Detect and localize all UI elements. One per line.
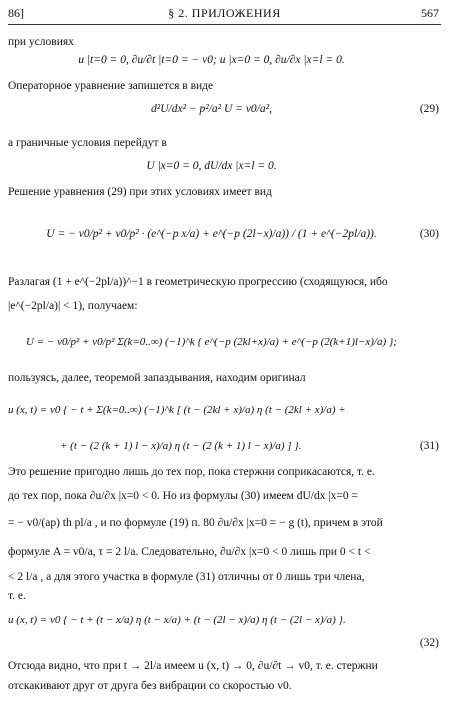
equation-number-32: (32): [419, 637, 439, 649]
text-line: < 2 l/a , а для этого участка в формуле (31) отличны от 0 лишь три члена,: [8, 571, 365, 583]
formula-series: U = − v0/p² + v0/p² Σ(k=0..∞) (−1)^k { e^(−p (2kl+x)/a) + e^(−p (2(k+1)l−x)/a) };: [26, 336, 397, 348]
equation-number-31: (31): [419, 440, 439, 452]
formula-boundary: U |x=0 = 0, dU/dx |x=l = 0.: [146, 160, 277, 172]
text-line: Операторное уравнение запишется в виде: [8, 80, 214, 92]
text-line: |e^(−2pl/a)| < 1), получаем:: [8, 300, 138, 312]
text-line: Решение уравнения (29) при этих условиях имеет вид: [8, 186, 272, 198]
header-page-ref: 86]: [8, 6, 24, 20]
text-line: Разлагая (1 + e^(−2pl/a))^−1 в геометрическую прогрессию (сходящуюся, ибо: [8, 276, 388, 288]
formula-initial-conditions: u |t=0 = 0, ∂u/∂t |t=0 = − v0; u |x=0 = 0, ∂u/∂x |x=l = 0.: [78, 54, 345, 66]
text-line: Это решение пригодно лишь до тех пор, пока стержни соприкасаются, т. е.: [8, 466, 375, 478]
equation-number-30: (30): [419, 228, 439, 240]
text-line: отскакивают друг от друга без вибрации со скоростью v0.: [8, 680, 292, 692]
text-line: = − v0/(ap) th pl/a , и по формуле (19) п. 80 ∂u/∂x |x=0 = − g (t), причем в этой: [8, 517, 383, 529]
running-head: § 2. ПРИЛОЖЕНИЯ: [168, 6, 281, 20]
formula-29: d²U/dx² − p²/a² U = v0/a²,: [151, 103, 272, 115]
text-line: при условиях: [8, 36, 74, 48]
text-line: Отсюда видно, что при t → 2l/a имеем u (x, t) → 0, ∂u/∂t → v0, т. е. стержни: [8, 660, 378, 672]
text-line: до тех пор, пока ∂u/∂x |x=0 < 0. Но из формулы (30) имеем dU/dx |x=0 =: [8, 490, 358, 502]
page-number: 567: [421, 6, 439, 20]
text-line: а граничные условия перейдут в: [8, 137, 167, 149]
formula-32: u (x, t) = v0 { − t + (t − x/a) η (t − x/a) + (t − (2l − x)/a) η (t − (2l − x)/a) }.: [8, 614, 346, 626]
formula-31-line2: + (t − (2 (k + 1) l − x)/a) η (t − (2 (k + 1) l − x)/a) ] }.: [60, 440, 302, 452]
text-line: т. е.: [8, 590, 26, 602]
header-rule: [8, 24, 441, 25]
formula-30: U = − v0/p² + v0/p² · (e^(−p x/a) + e^(−p (2l−x)/a)) / (1 + e^(−2pl/a)).: [46, 228, 377, 240]
equation-number-29: (29): [419, 103, 439, 115]
text-line: пользуясь, далее, теоремой запаздывания, находим оригинал: [8, 372, 306, 384]
text-line: формуле A = v0/a, τ = 2 l/a. Следовательно, ∂u/∂x |x=0 < 0 лишь при 0 < t <: [8, 546, 371, 558]
formula-31-line1: u (x, t) = v0 { − t + Σ(k=0..∞) (−1)^k [ (t − (2kl + x)/a) η (t − (2kl + x)/a) +: [8, 404, 346, 416]
